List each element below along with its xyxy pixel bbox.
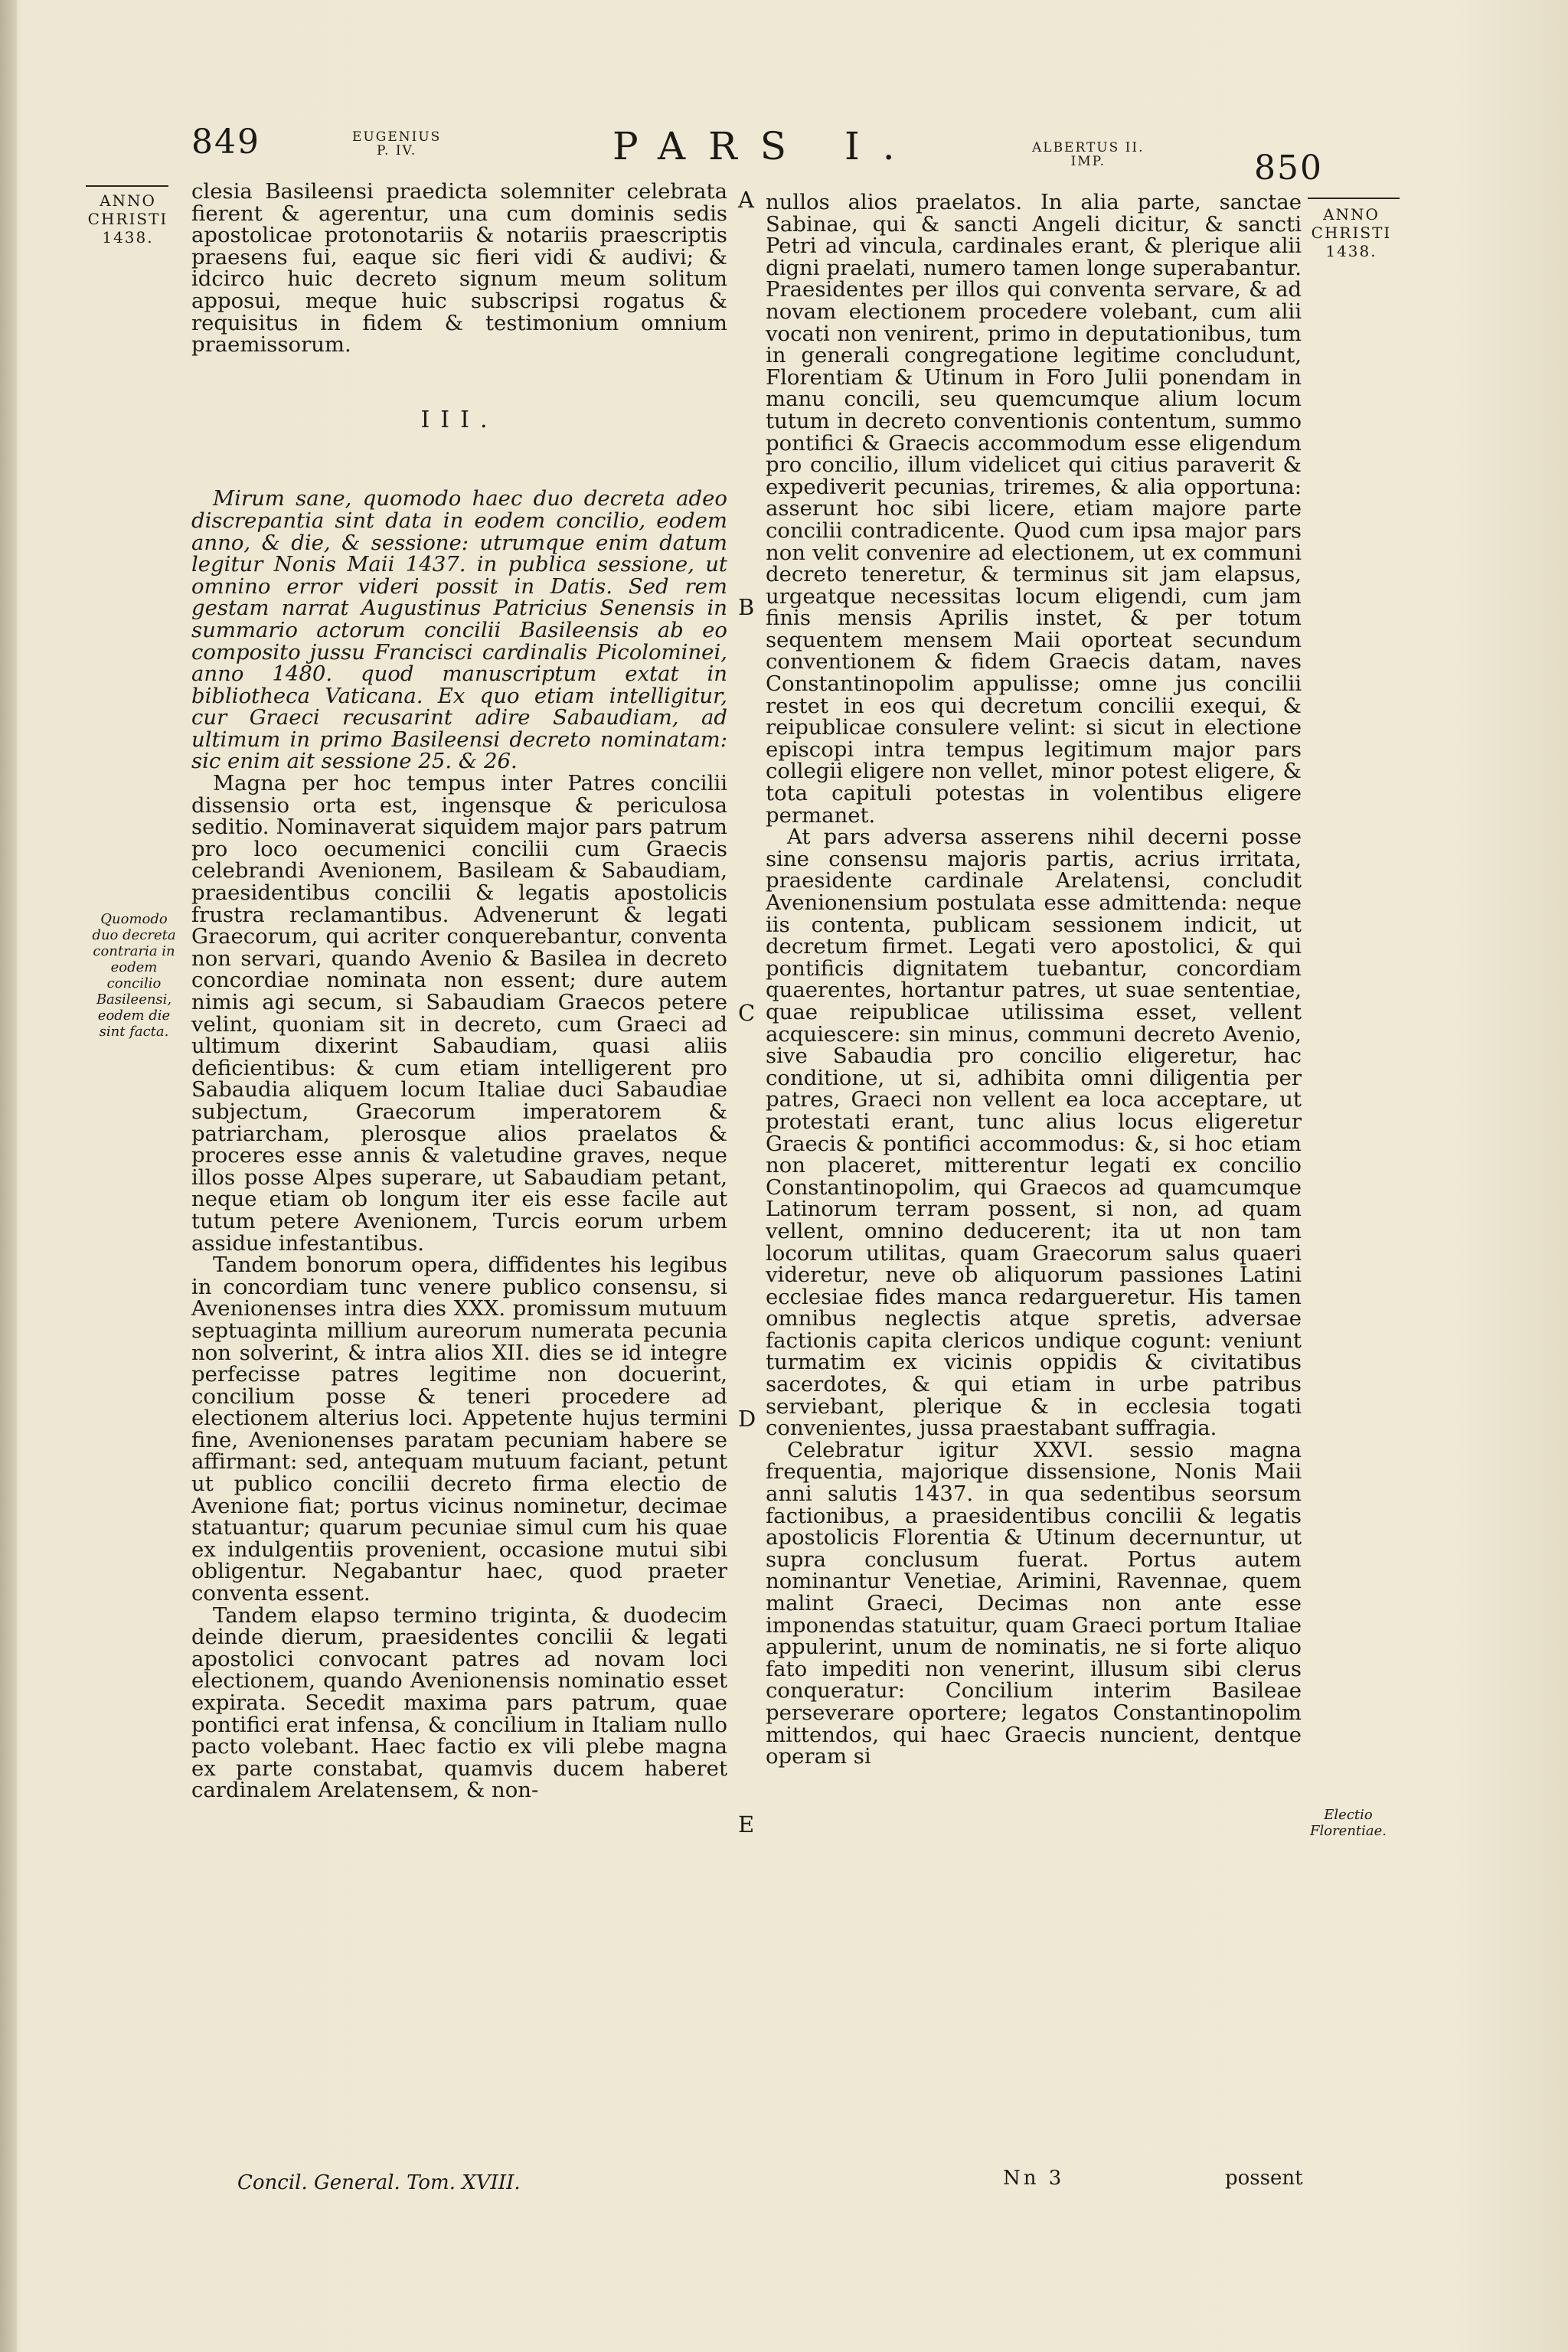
left-paragraph-3: Tandem bonorum opera, diffidentes his legibus in concordiam tunc venere publico consensu, si Avenionenses intra dies XXX. promissum mutuum septuaginta millium aureorum numerata pecunia non solverint, & intra alios XII. dies se id integre perfecisse patres legitime non docuerint, concilium posse & teneri procedere ad electionem alterius loci. Appetente hujus termini fine, Avenionenses paratam pecuniam habere se affirmant: sed, antequam mutuum faciant, petunt ut publico concilii decreto firma electio de Avenione fiat; portus vicinus nominetur, decimae statuantur; quarum pecuniae simul cum his quae ex indulgentiis provenient, occasione mutui sibi obligentur. Negabantur haec, quod praeter conventa essent.: [191, 1253, 727, 1606]
left-paragraph-2: Magna per hoc tempus inter Patres concilii dissensio orta est, ingensque & periculosa seditio. Nominaverat siquidem major pars patrum pro loco oecumenici concilii cum Graecis celebrandi Avenionem, Basileam & Sabaudiam, praesidentibus concilii & legatis apostolicis frustra reclamantibus. Advenerunt & legati Graecorum, qui acriter conquerebantur, conventa non servari, quando Avenio & Basilea in decreto concordiae nominata non essent; dure autem nimis agi secum, si Sabaudiam Graecos petere velint, quoniam sit in decreto, cum Graeci ad ultimum dixerint Sabaudiam, quasi aliis deficientibus: & cum etiam intelligerent pro Sabaudia aliquem locum Italiae duci Sabaudiae subjectum, Graecorum imperatorem & patriarcham, plerosque alios praelatos & proceres esse annis & valetudine graves, neque illos posse Alpes superare, ut Sabaudiam petant, neque etiam ob longum iter eis esse facile aut tutum petere Avenionem, Turcis eorum urbem assidue infestantibus.: [191, 771, 727, 1256]
left-margin-note: Quomodo duo decreta contraria in eodem concilio Basileensi, eodem die sint facta.: [92, 911, 176, 1040]
footer-catchword: possent: [1225, 2167, 1303, 2190]
christi-label: CHRISTI: [1311, 224, 1392, 242]
editor-italic-note: Mirum sane, quomodo haec duo decreta adeo discrepantia sint data in eodem concilio, eodem anno, & die, & sessione: utrumque enim datum legitur Nonis Maii 1437. in publica sessione, ut omnino error videri possit in Datis. Sed rem gestam narrat Augustinus Patricius Senensis in summario actorum concilii Basileensis ab eo composito jussu Francisci cardinalis Picolominei, anno 1480. quod manuscriptum extat in bibliotheca Vaticana. Ex quo etiam intelligitur, cur Graeci recusarint adire Sabaudiam, ad ultimum in primo Basileensi decreto nominatam: sic enim ait sessione 25. & 26.: [191, 486, 727, 774]
section-letter-a: A: [738, 187, 754, 213]
right-running-title-line2: IMP.: [1070, 154, 1106, 169]
left-margin-rule: [86, 185, 168, 187]
left-paragraph-1: clesia Basileensi praedicta solemniter celebrata fierent & agerentur, una cum dominis sedis apostolicae protonotariis & notariis praescriptis praesens fui, eaque sic fieri vidi & audivi; & idcirco huic decreto signum meum solitum apposui, meque huic subscripsi rogatus & requisitus in fidem & testimonium omnium praemissorum.: [191, 179, 727, 358]
section-letter-b: B: [738, 594, 755, 620]
right-paragraph-2: At pars adversa asserens nihil decerni posse sine consensu majoris partis, acrius irritata, praesidente cardinale Arelatensi, concludit Avenionensium postulata esse admittenda: neque iis contenta, publicam sessionem indicit, ut decretum firmet. Legati vero apostolici, & qui pontificis dignitatem tuebantur, concordiam quaerentes, hortantur patres, ut suae sententiae, quae reipublicae utilissima esset, vellent acquiescere: sin minus, communi decreto Avenio, sive Sabaudia pro concilio eligeretur, hac conditione, ut si, adhibita omni diligentia per patres, Graeci non vellent ea loca acceptare, ut protestati erant, tunc alius locus eligeretur Graecis & pontifici accommodus: &, si hoc etiam non placeret, mitterentur legati ex concilio Constantinopolim, qui Graecos ad quamcumque Latinorum terram possent, si non, ad quam vellent, omnino deducerent; ita ut non tam locorum utilitas, quam Graecorum salus quaeri videretur, neve ob aliquorum passiones Latini ecclesiae fides manca redargueretur. His tamen omnibus neglectis atque spretis, adversae factionis capita clericos undique cogunt: veniunt turmatim ex vicinis oppidis & civitatibus sacerdotes, & qui etiam in urbe patribus serviebant, plerique & in ecclesia togati convenientes, jussa praestabant suffragia.: [766, 825, 1302, 1441]
left-page-number: 849: [191, 122, 260, 162]
left-running-title-line2: P. IV.: [377, 143, 417, 158]
footer-signature-mark: Nn 3: [1003, 2167, 1065, 2190]
right-margin-rule: [1308, 198, 1400, 199]
right-text-column: [766, 191, 1302, 1768]
section-letter-e: E: [738, 1811, 755, 1838]
book-spine-edge: [0, 0, 17, 2352]
left-running-title: [352, 130, 441, 158]
left-paragraph-4: Tandem elapso termino triginta, & duodecim deinde dierum, praesidentes concilii & legati apostolici convocant patres ad novam loci electionem, quando Avenionensis nominatio esset expirata. Secedit maxima pars patrum, quae pontifici erat infensa, & concilium in Italiam nullo pacto volebant. Haec factio ex vili plebe magna ex parte constabat, quamvis ducem haberet cardinalem Arelatensem, & non-: [191, 1602, 727, 1803]
right-paragraph-1: nullos alios praelatos. In alia parte, sanctae Sabinae, qui & sancti Angeli dicitur, & sancti Petri ad vincula, cardinales erant, & plerique alii digni praelati, numero tamen longe superabantur. Praesidentes per illos qui conventa servare, & ad novam electionem procedere volebant, cum alii vocati non venirent, primo in deputationibus, tum in generali congregatione legitime concludunt, Florentiam & Utinum in Foro Julii ponendam in manu concili, seu quemcumque alium locum tutum in decreto conventionis contentum, summo pontifici & Graecis accommodum esse eligendum pro concilio, illum videlicet qui citius paraverit & expediverit pecunias, triremes, & alia opportuna: asserunt hoc sibi licere, etiam majore parte concilii contradicente. Quod cum ipsa major pars non velit convenire ad electionem, ut ex communi decreto teneretur, & terminus sit jam elapsus, urgeatque necessitas locum eligendi, cum jam finis mensis Aprilis instet, & per totum sequentem mensem Maii oporteat secundum conventionem & fidem Graecis datam, naves Constantinopolim appulisse; omne jus concilii restet in eos qui decretum concilii exequi, & reipublicae consulere velint: si sicut in electione episcopi intra tempus legitimum major pars collegii eligere non vellet, minor potest eligere, & tota capituli potestas in volentibus eligere permanet.: [766, 190, 1302, 828]
right-running-title: [1032, 141, 1145, 168]
year-label: 1438.: [102, 228, 154, 247]
left-anno-christi: [83, 191, 173, 247]
section-letter-c: C: [738, 1000, 756, 1026]
christi-label: CHRISTI: [87, 210, 168, 228]
anno-label: ANNO: [1323, 205, 1380, 224]
left-text-column: [191, 181, 727, 1802]
center-running-title: PARS I.: [612, 124, 918, 168]
right-anno-christi: [1302, 205, 1401, 260]
section-letter-d: D: [738, 1406, 756, 1432]
footer-volume-line: Concil. General. Tom. XVIII.: [237, 2171, 521, 2194]
section-heading: III.: [420, 406, 498, 433]
left-running-title-line1: EUGENIUS: [352, 129, 442, 145]
right-margin-note: Electio Florentiae.: [1309, 1807, 1387, 1839]
anno-label: ANNO: [100, 191, 156, 210]
right-running-title-line1: ALBERTUS II.: [1032, 140, 1145, 155]
right-paragraph-3: Celebratur igitur XXVI. sessio magna frequentia, majorique dissensione, Nonis Maii anni salutis 1437. in qua sedentibus seorsum factionibus, a praesidentibus concilii & legatis apostolicis Florentia & Utinum decernuntur, ut supra conclusum fuerat. Portus autem nominantur Venetiae, Arimini, Ravennae, quem malint Graeci, Decimas non ante esse imponendas statuitur, quam Graeci portum Italiae appulerint, unum de nominatis, ne si forte aliquo fato impediti non venerint, illusum sibi clerus conqueratur: Concilium interim Basileae perseverare oportere; legatos Constantinopolim mittendos, qui haec Graecis nuncient, dentque operam si: [766, 1437, 1302, 1769]
year-label: 1438.: [1325, 242, 1377, 260]
right-page-number: 850: [1254, 149, 1323, 188]
